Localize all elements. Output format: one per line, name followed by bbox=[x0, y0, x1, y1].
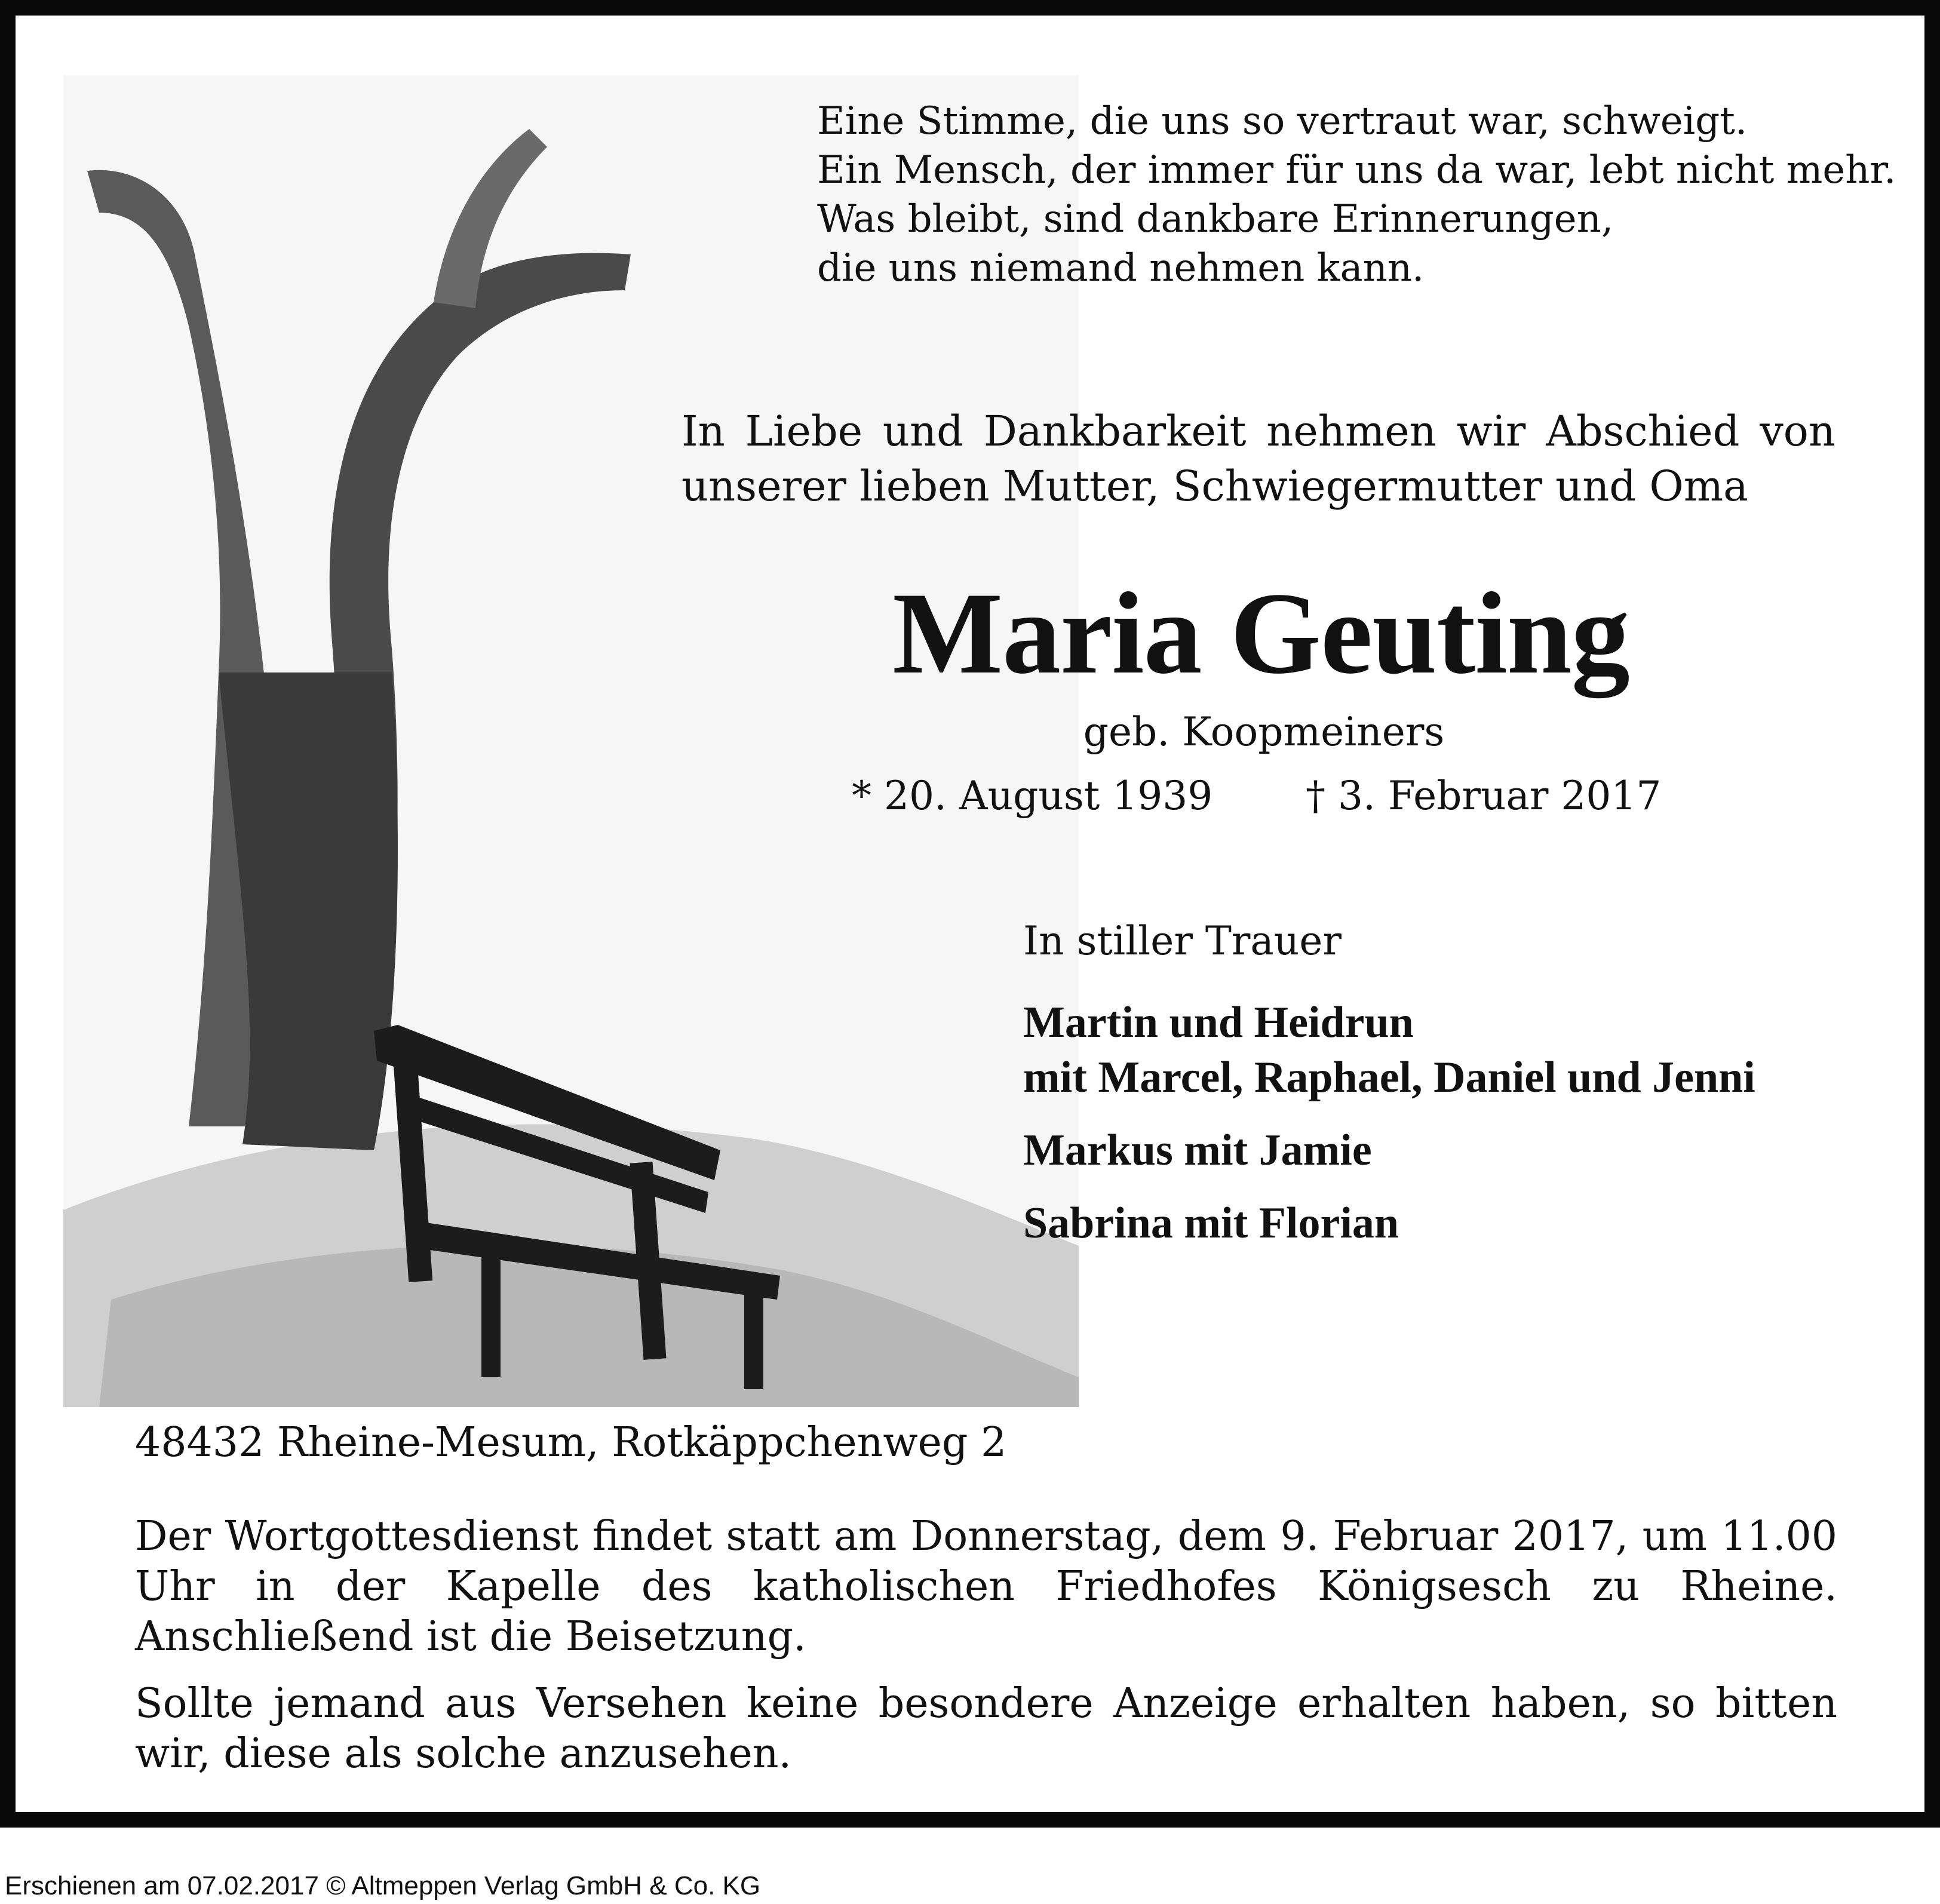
family-line: Sabrina mit Florian bbox=[1023, 1199, 1399, 1248]
family-group bbox=[1023, 1196, 1859, 1251]
deceased-name: Maria Geuting bbox=[892, 569, 1629, 698]
poem-line: Was bleibt, sind dankbare Erinnerungen, bbox=[817, 197, 1614, 241]
family-group bbox=[1023, 1123, 1859, 1178]
death-date: † 3. Februar 2017 bbox=[1306, 773, 1662, 819]
family-line: Markus mit Jamie bbox=[1023, 1126, 1372, 1175]
family-list bbox=[1023, 995, 1859, 1269]
family-line: Martin und Heidrun bbox=[1023, 998, 1414, 1047]
poem-line: Ein Mensch, der immer für uns da war, lebt nicht mehr. bbox=[817, 148, 1896, 192]
notice-note: Sollte jemand aus Versehen keine besondere Anzeige erhalten haben, so bitten wir, diese als solche anzusehen. bbox=[135, 1680, 1837, 1777]
poem-line: die uns niemand nehmen kann. bbox=[817, 246, 1425, 290]
farewell-intro bbox=[682, 404, 1835, 514]
intro-line-2: unserer lieben Mutter, Schwiegermutter und Oma bbox=[682, 462, 1748, 511]
poem bbox=[817, 97, 1896, 293]
family-group bbox=[1023, 995, 1859, 1105]
birth-date: * 20. August 1939 bbox=[852, 773, 1213, 819]
mourning-heading: In stiller Trauer bbox=[1023, 918, 1342, 964]
birth-name: geb. Koopmeiners bbox=[1083, 709, 1445, 755]
intro-line-1: In Liebe und Dankbarkeit nehmen wir Abschied von bbox=[682, 407, 1835, 456]
service-announcement: Der Wortgottesdienst findet statt am Donnerstag, dem 9. Februar 2017, um 11.00 Uhr in der Kapelle des katholischen Friedhofes Königsesch zu Rheine. Anschließend ist die Beisetzung. bbox=[135, 1513, 1837, 1660]
family-address: 48432 Rheine-Mesum, Rotkäppchenweg 2 bbox=[135, 1419, 1007, 1466]
family-line: mit Marcel, Raphael, Daniel und Jenni bbox=[1023, 1053, 1755, 1102]
publication-footer: Erschienen am 07.02.2017 © Altmeppen Verlag GmbH & Co. KG bbox=[5, 1871, 761, 1900]
poem-line: Eine Stimme, die uns so vertraut war, schweigt. bbox=[817, 99, 1748, 143]
